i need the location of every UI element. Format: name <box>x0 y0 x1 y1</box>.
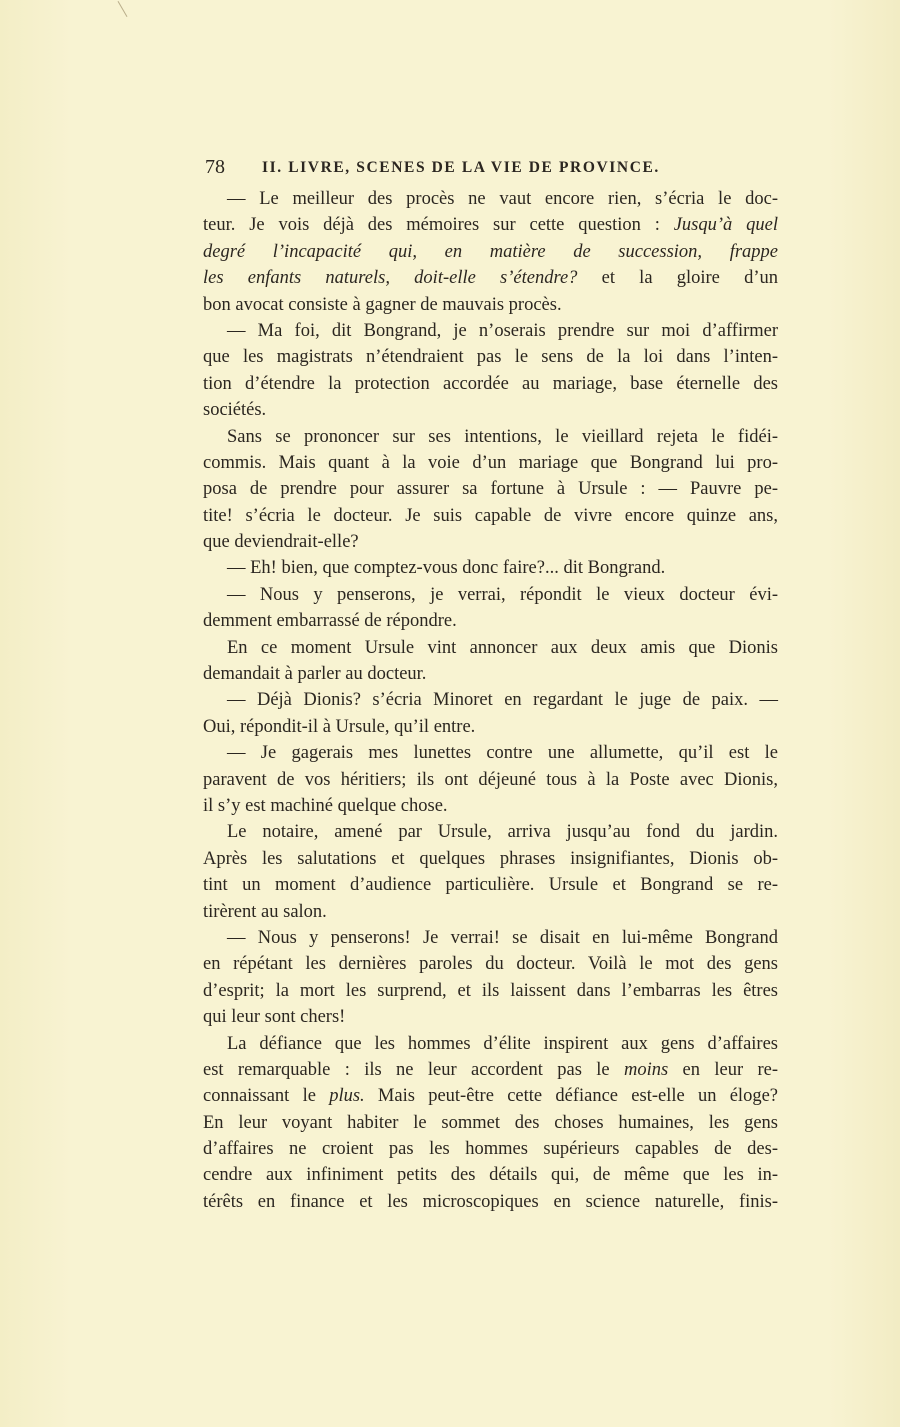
text-segment: paravent de vos héritiers; ils ont déjeuné tous à la Poste avec Dionis, <box>203 769 778 790</box>
text-segment: qui leur sont chers! <box>203 1007 346 1028</box>
text-segment: — Le meilleur des procès ne vaut encore rien, s’écria le doc- <box>227 189 778 209</box>
text-line <box>203 397 778 423</box>
text-line <box>203 212 778 238</box>
text-line <box>203 555 778 581</box>
text-segment: — Je gagerais mes lunettes contre une allumette, qu’il est le <box>227 743 778 764</box>
text-segment: tite! s’écria le docteur. Je suis capable de vivre encore quinze ans, <box>203 505 778 526</box>
text-segment: demment embarrassé de répondre. <box>203 611 457 632</box>
text-segment: Le notaire, amené par Ursule, arriva jusqu’au fond du jardin. <box>227 822 778 843</box>
text-segment: En ce moment Ursule vint annoncer aux deux amis que Dionis <box>227 637 778 658</box>
text-segment: d’affaires ne croient pas les hommes supérieurs capables de des- <box>203 1139 778 1160</box>
text-segment: et la gloire d’un <box>577 268 778 289</box>
text-segment: connaissant le <box>203 1086 330 1107</box>
text-segment: térêts en finance et les microscopiques en science naturelle, finis- <box>203 1191 778 1212</box>
text-line <box>203 424 778 450</box>
text-line <box>203 1083 778 1109</box>
text-segment: — Ma foi, dit Bongrand, je n’oserais prendre sur moi d’affirmer <box>227 320 778 341</box>
text-line <box>203 899 778 925</box>
page-header <box>205 156 780 182</box>
text-segment: que les magistrats n’étendraient pas le sens de la loi dans l’inten- <box>203 347 778 368</box>
text-line <box>203 450 778 476</box>
text-line <box>203 476 778 502</box>
text-segment: posa de prendre pour assurer sa fortune à Ursule : — Pauvre pe- <box>203 479 778 500</box>
text-line <box>203 239 778 265</box>
text-segment: — Nous y penserons! Je verrai! se disait en lui-même Bongrand <box>227 927 778 948</box>
text-segment: Mais peut-être cette défiance est-elle un éloge? <box>364 1086 778 1107</box>
text-line <box>203 371 778 397</box>
text-segment: bon avocat consiste à gagner de mauvais procès. <box>203 294 562 315</box>
text-segment: sociétés. <box>203 400 267 421</box>
text-segment: d’esprit; la mort les surprend, et ils laissent dans l’embarras les êtres <box>203 980 778 1001</box>
text-line <box>203 819 778 845</box>
text-line <box>203 292 778 318</box>
text-line <box>203 793 778 819</box>
text-line <box>203 635 778 661</box>
text-segment: — Eh! bien, que comptez-vous donc faire?... dit Bongrand. <box>227 558 666 579</box>
text-segment: commis. Mais quant à la voie d’un mariage que Bongrand lui pro- <box>203 452 778 473</box>
text-line <box>203 344 778 370</box>
text-line <box>203 1031 778 1057</box>
text-line <box>203 687 778 713</box>
text-line <box>203 582 778 608</box>
text-segment: que deviendrait-elle? <box>203 532 359 553</box>
scan-mark <box>118 1 128 17</box>
text-line <box>203 503 778 529</box>
text-line <box>203 265 778 291</box>
text-segment: Après les salutations et quelques phrases insignifiantes, Dionis ob- <box>203 848 778 869</box>
text-segment: tirèrent au salon. <box>203 901 327 922</box>
text-segment: Sans se prononcer sur ses intentions, le vieillard rejeta le fidéi- <box>227 426 778 447</box>
text-segment: il s’y est machiné quelque chose. <box>203 795 448 816</box>
text-line <box>203 846 778 872</box>
text-line <box>203 767 778 793</box>
italic-text: degré l’incapacité qui, en matière de succession, frappe <box>203 241 778 262</box>
text-line <box>203 661 778 687</box>
text-line <box>203 1057 778 1083</box>
text-segment: tint un moment d’audience particulière. Ursule et Bongrand se re- <box>203 875 778 896</box>
text-segment: La défiance que les hommes d’élite inspirent aux gens d’affaires <box>227 1033 778 1054</box>
italic-text: Jusqu’à quel <box>673 215 778 236</box>
text-line <box>203 951 778 977</box>
text-line <box>203 714 778 740</box>
text-segment: — Déjà Dionis? s’écria Minoret en regardant le juge de paix. — <box>227 690 778 711</box>
text-segment: demandait à parler au docteur. <box>203 664 427 685</box>
text-line <box>203 318 778 344</box>
text-segment: en répétant les dernières paroles du docteur. Voilà le mot des gens <box>203 954 778 975</box>
text-line <box>203 1004 778 1030</box>
page-number: 78 <box>205 156 225 178</box>
text-line <box>203 186 778 212</box>
text-segment: en leur re- <box>668 1059 778 1080</box>
text-segment: En leur voyant habiter le sommet des choses humaines, les gens <box>203 1112 778 1133</box>
italic-text: plus. <box>329 1086 365 1107</box>
running-title: II. LIVRE, SCENES DE LA VIE DE PROVINCE. <box>262 159 660 176</box>
text-line <box>203 978 778 1004</box>
text-line <box>203 740 778 766</box>
text-line <box>203 925 778 951</box>
text-segment: est remarquable : ils ne leur accordent pas le <box>203 1059 624 1080</box>
text-segment: — Nous y penserons, je verrai, répondit le vieux docteur évi- <box>227 584 778 605</box>
text-line <box>203 872 778 898</box>
italic-text: les enfants naturels, doit-elle s’étendre? <box>203 268 578 289</box>
text-segment: Oui, répondit-il à Ursule, qu’il entre. <box>203 716 476 737</box>
text-line <box>203 529 778 555</box>
text-line <box>203 608 778 634</box>
body-text <box>203 186 778 1215</box>
text-segment: cendre aux infiniment petits des détails qui, de même que les in- <box>203 1165 778 1186</box>
text-segment: teur. Je vois déjà des mémoires sur cette question : <box>203 215 674 236</box>
text-line <box>203 1110 778 1136</box>
text-line <box>203 1162 778 1188</box>
text-segment: tion d’étendre la protection accordée au mariage, base éternelle des <box>203 373 778 394</box>
italic-text: moins <box>623 1059 669 1080</box>
text-line <box>203 1136 778 1162</box>
text-line <box>203 1189 778 1215</box>
